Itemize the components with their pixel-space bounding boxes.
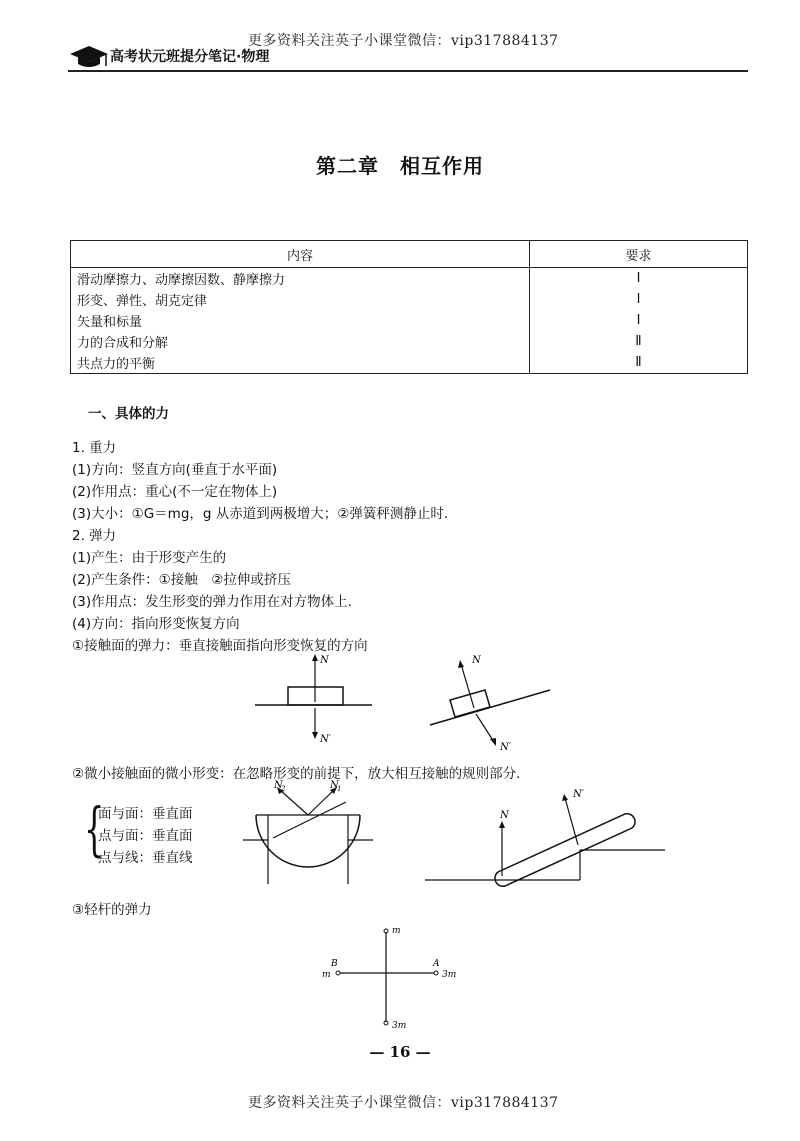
table-cell-requirement: Ⅰ (530, 289, 748, 310)
bowl-figure (238, 780, 378, 888)
label-b: B (331, 959, 338, 969)
label-n-prime: N′ (320, 734, 332, 745)
label-n-rod: N (500, 810, 509, 821)
table-cell-requirement: Ⅱ (530, 331, 748, 352)
section-title: 一、具体的力 (88, 406, 169, 422)
table-row (71, 268, 748, 290)
incline-normal-arrow (461, 664, 474, 708)
label-n2-sub: 2 (281, 785, 286, 793)
elastic-origin: (1)产生：由于形变产生的 (72, 550, 227, 566)
table-cell-content: 滑动摩擦力、动摩擦因数、静摩擦力 (77, 273, 286, 288)
table-row (71, 310, 748, 331)
label-n-incline: N (472, 655, 481, 666)
label-n-prime-rod: N′ (573, 789, 585, 800)
elastic-condition: (2)产生条件：①接触 ②拉伸或挤压 (72, 572, 291, 588)
bowl-arc (256, 815, 360, 867)
watermark-top: 更多资料关注英子小课堂微信：vip317884137 (248, 33, 559, 49)
label-n2: N (274, 780, 283, 791)
graduation-cap-icon (68, 42, 110, 70)
elastic-point: (3)作用点：发生形变的弹力作用在对方物体上. (72, 594, 352, 610)
table-cell-content: 矢量和标量 (77, 315, 143, 330)
brace-item: 点与面：垂直面 (98, 828, 193, 844)
label-3m-right: 3m (442, 970, 457, 980)
table-cell-content: 形变、弹性、胡克定律 (77, 294, 208, 309)
brace-item: 面与面：垂直面 (98, 806, 193, 822)
table-row (71, 331, 748, 352)
label-a: A (433, 959, 440, 969)
brace-list (98, 803, 193, 869)
watermark-bottom: 更多资料关注英子小课堂微信：vip317884137 (248, 1095, 559, 1111)
table-row (71, 289, 748, 310)
gravity-direction: (1)方向：竖直方向(垂直于水平面) (72, 462, 278, 478)
table-cell-requirement: Ⅰ (530, 268, 748, 290)
chapter-title: 第二章 相互作用 (316, 154, 484, 178)
brace-symbol: { (84, 795, 105, 863)
table-cell-requirement: Ⅱ (530, 352, 748, 374)
elastic-direction: (4)方向：指向形变恢复方向 (72, 616, 240, 632)
rod-line (273, 802, 346, 838)
table-header-content: 内容 (71, 241, 530, 268)
label-n: N (320, 655, 329, 666)
brace-item: 点与线：垂直线 (98, 850, 193, 866)
contact-force-figure (250, 650, 560, 755)
gravity-title: 1. 重力 (72, 440, 117, 456)
rod-force-text: ③轻杆的弹力 (72, 902, 152, 918)
gravity-magnitude: (3)大小：①G＝mg，g 从赤道到两极增大；②弹簧秤测静止时. (72, 506, 449, 522)
label-n-prime-incline: N′ (500, 742, 512, 753)
label-m-left: m (322, 970, 331, 980)
elastic-title: 2. 弹力 (72, 528, 117, 544)
header-title: 高考状元班提分笔记·物理 (110, 49, 270, 65)
micro-contact-text: ②微小接触面的微小形变：在忽略形变的前提下，放大相互接触的规则部分. (72, 766, 521, 782)
table-cell-requirement: Ⅰ (530, 310, 748, 331)
requirements-table (70, 240, 748, 374)
label-m-top: m (392, 926, 401, 936)
cross-mass-figure (318, 920, 468, 1038)
table-header-row (71, 241, 748, 268)
incline-reaction-arrow (476, 714, 494, 742)
label-n1-sub: 1 (337, 785, 342, 793)
table-header-requirement: 要求 (530, 241, 748, 268)
gravity-point: (2)作用点：重心(不一定在物体上) (72, 484, 278, 500)
table-cell-content: 力的合成和分解 (77, 336, 169, 351)
label-3m-bottom: 3m (392, 1021, 407, 1031)
header-rule (68, 70, 748, 72)
label-n1: N (330, 780, 339, 791)
table-row (71, 352, 748, 374)
page-number: — 16 — (369, 1043, 431, 1061)
table-cell-content: 共点力的平衡 (77, 357, 156, 372)
contact-force-text: ①接触面的弹力：垂直接触面指向形变恢复的方向 (72, 638, 368, 654)
rod-step-figure (420, 780, 680, 888)
